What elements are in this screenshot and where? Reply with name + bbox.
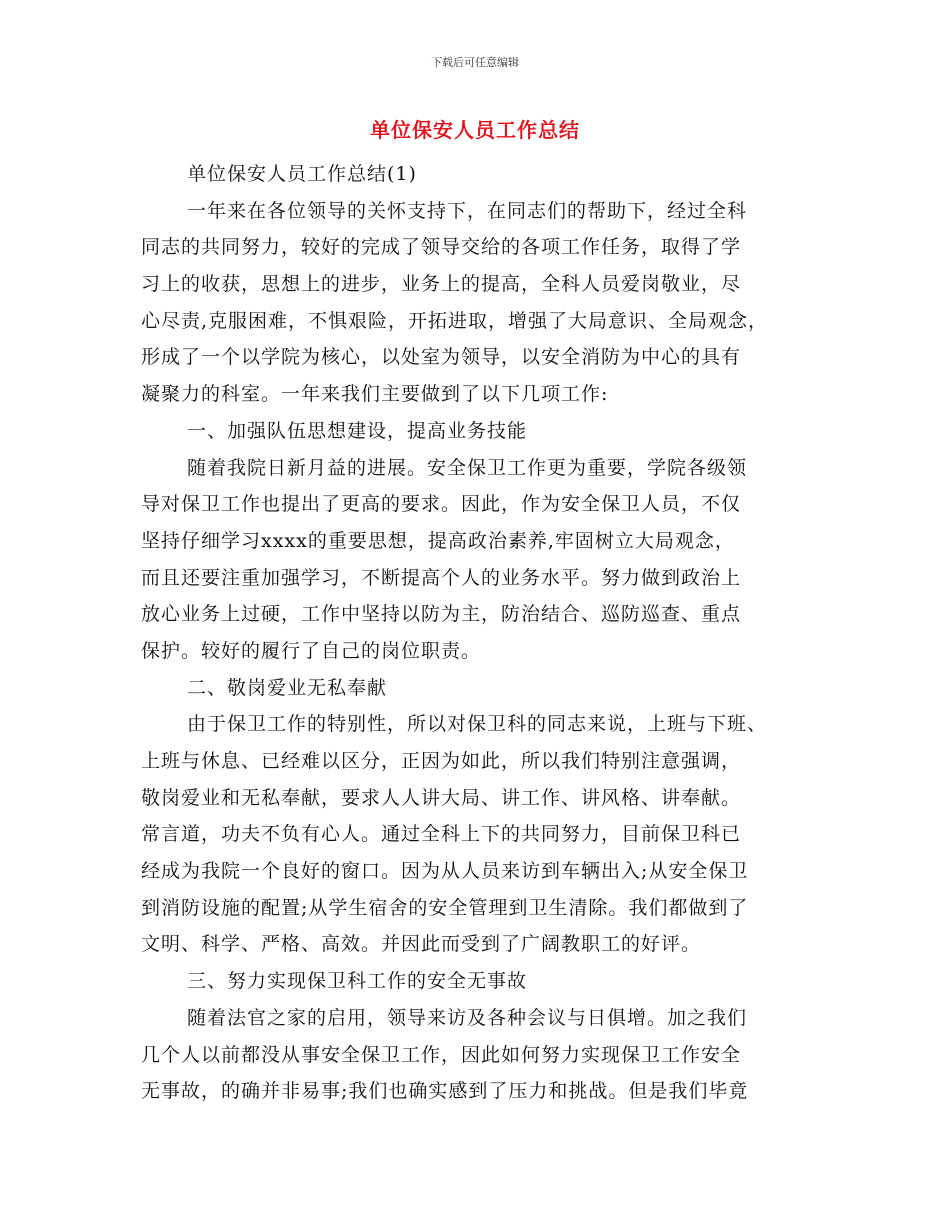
text-line: 随着我院日新月益的进展。安全保卫工作更为重要，学院各级领 — [187, 456, 748, 479]
text-line: 文明、科学、严格、高效。并因此而受到了广阔教职工的好评。 — [141, 933, 702, 956]
text-line: 同志的共同努力，较好的完成了领导交给的各项工作任务，取得了学 — [141, 236, 742, 259]
text-line: 凝聚力的科室。一年来我们主要做到了以下几项工作: — [141, 383, 609, 406]
text-line: 保护。较好的履行了自己的岗位职责。 — [141, 639, 482, 662]
text-line: 导对保卫工作也提出了更高的要求。因此，作为安全保卫人员，不仅 — [141, 493, 742, 516]
text-line: 由于保卫工作的特别性，所以对保卫科的同志来说，上班与下班、 — [187, 713, 768, 736]
text-line: 一、加强队伍思想建设，提高业务技能 — [187, 419, 528, 442]
header-note: 下载后可任意编辑 — [431, 56, 519, 69]
document-body — [141, 156, 816, 1110]
text-line: 到消防设施的配置;从学生宿舍的安全管理到卫生清除。我们都做到了 — [141, 896, 749, 919]
text-line: 放心业务上过硬，工作中坚持以防为主，防治结合、巡防巡查、重点 — [141, 603, 742, 626]
text-line: 上班与休息、已经难以区分，正因为如此，所以我们特别注意强调， — [141, 750, 742, 772]
text-line: 单位保安人员工作总结(1) — [187, 163, 417, 185]
text-line: 坚持仔细学习xxxx的重要思想，提高政治素养,牢固树立大局观念， — [141, 529, 735, 552]
text-line: 敬岗爱业和无私奉献，要求人人讲大局、讲工作、讲风格、讲奉献。 — [141, 786, 742, 809]
text-line: 无事故，的确并非易事;我们也确实感到了压力和挑战。但是我们毕竟 — [141, 1080, 749, 1103]
text-line: 几个人以前都没从事安全保卫工作，因此如何努力实现保卫工作安全 — [141, 1043, 742, 1066]
text-line: 形成了一个以学院为核心，以处室为领导，以安全消防为中心的具有 — [141, 346, 742, 369]
text-line: 心尽责,克服困难，不惧艰险，开拓进取，增强了大局意识、全局观念， — [141, 309, 769, 332]
text-line: 习上的收获，思想上的进步，业务上的提高，全科人员爱岗敬业，尽 — [141, 273, 742, 296]
text-line: 经成为我院一个良好的窗口。因为从人员来访到车辆出入;从安全保卫 — [141, 860, 749, 883]
text-line: 常言道，功夫不负有心人。通过全科上下的共同努力，目前保卫科已 — [141, 823, 742, 846]
text-line: 随着法官之家的启用，领导来访及各种会议与日俱增。加之我们 — [187, 1006, 748, 1029]
text-line: 二、敬岗爱业无私奉献 — [187, 676, 388, 699]
text-line: 一年来在各位领导的关怀支持下，在同志们的帮助下，经过全科 — [187, 199, 748, 222]
document-title: 单位保安人员工作总结 — [370, 118, 580, 142]
text-line: 三、努力实现保卫科工作的安全无事故 — [187, 970, 528, 993]
text-line: 而且还要注重加强学习，不断提高个人的业务水平。努力做到政治上 — [141, 566, 742, 589]
